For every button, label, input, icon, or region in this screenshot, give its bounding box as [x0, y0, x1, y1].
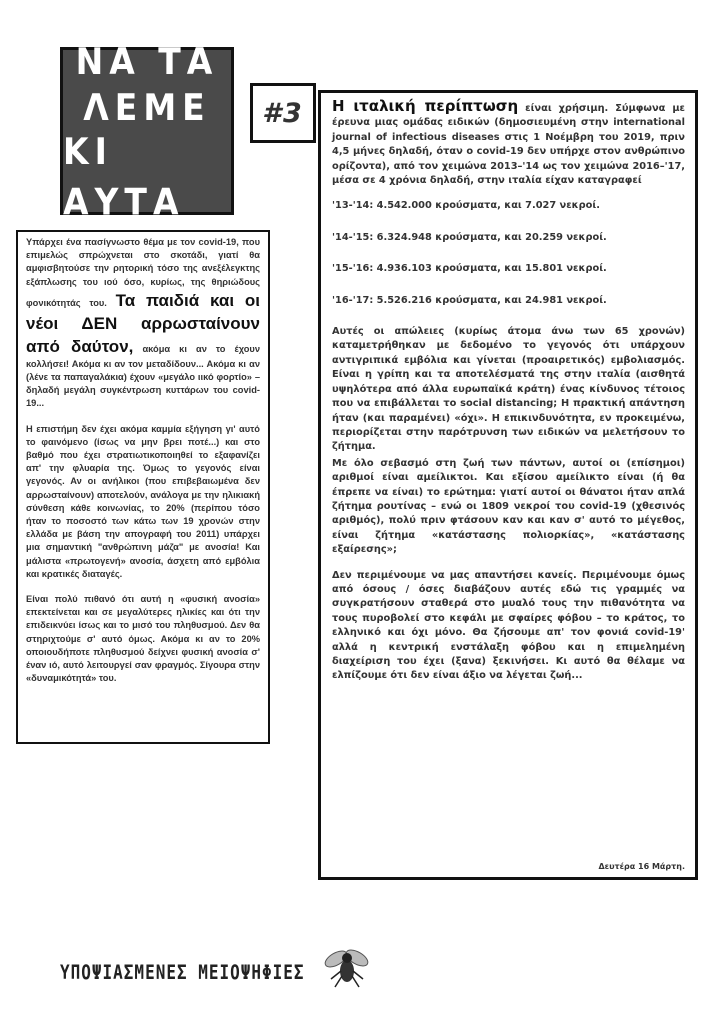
title-line-2: ΛΕΜΕ — [83, 86, 211, 129]
date-signature: Δευτέρα 16 Μάρτη. — [598, 862, 685, 871]
left-p1-intro: Υπάρχει ένα πασίγνωστο θέμα με τον covid-19, που επιμελώς σπρώχνεται στο σκοτάδι, γιατί θα αμφισβητούσε την ρητορική τόσο της ανεξέλεγκτης εξάπλωσης του ιού όσο, κυρίως, της θηριώδους φονικότητάς του. — [26, 237, 260, 308]
left-paragraph-3: Είναι πολύ πιθανό ότι αυτή η «φυσική ανοσία» επεκτείνεται και σε μεγαλύτερες ηλικίες και ότι την επιδεικνύει ίσως και το μισό του πληθυσμού. Δεν θα στηριχτούμε σ' αυτό όμως. Ακόμα κι αν το 20% οποιουδήποτε πληθυσμού δείχνει φυσική ανοσία σ' έναν ιό, αυτό λειτουργεί σαν φραγμός. Σίγουρα στην «δυναμικότητά» του. — [26, 594, 260, 684]
right-paragraph-3: Με όλο σεβασμό στη ζωή των πάντων, αυτοί οι (επίσημοι) αριθμοί είναι αμείλικτοι. Και εξίσου αμείλικτο είναι (ή θα έπρεπε να είναι) το ερώτημα: γιατί αυτοί οι θάνατοι ήταν απλά ζήτημα ρουτίνας – ενώ οι 1809 νεκροί του covid-19 (χθεσινός αριθμός), πολύ πριν φτάσουν καν και καν σ' αυτό το μέγεθος, είναι ζήτημα «κατάστασης πολιορκίας», «κατάστασης εξαίρεσης»; — [332, 457, 685, 556]
left-p1-rest: ακόμα κι αν το έχουν κολλήσει! Ακόμα κι αν τον μεταδίδουν... Ακόμα κι αν (λένε τα παπαγαλάκια) έχουν «μεγάλο ιικό φορτίο» – δηλαδή μεγάλη συγκέντρωση κυττάρων του covid-19... — [26, 343, 260, 409]
fly-icon — [322, 945, 372, 991]
title-block — [60, 40, 234, 224]
left-column — [16, 230, 270, 744]
footer-text: ΥΠΟΨΙΑΣΜΕΝΕΣ ΜΕΙΟΨΗΦΙΕΣ — [60, 961, 305, 984]
right-paragraph-4: Δεν περιμένουμε να μας απαντήσει κανείς. Περιμένουμε όμως από όσους / όσες διαβάζουν αυτές εδώ τις γραμμές να συγκρατήσουν σταθερά στο μυαλό τους την πιθανότητα να τους πυροβολεί στο κεφάλι με σφαίρες φόβου – το κράτος, το ελληνικό και όχι μόνο. Θα ζήσουμε απ' τον φονιά covid-19' αλλά η κεντρική ενστάλαξη φόβου και η επιμελημένη διαχείριση του έχει (ξανα) ξεκινήσει. Κι αυτό θα θέλαμε να ελπίζουμε ότι δεν είναι άξιο να λέγεται ζωή... — [332, 569, 685, 682]
title-line-3: ΚΙ ΑΥΤΑ — [63, 129, 185, 224]
left-p1-highlight: Τα παιδιά και οι νέοι ΔΕΝ αρρωσταίνουν από δαύτον, — [26, 290, 260, 356]
right-p1-body: είναι χρήσιμη. Σύμφωνα με έρευνα μιας ομάδας ειδικών (δημοσιευμένη στην international journal of infectious diseases στις 1 Νοέμβρη του 2019, πριν 4,5 μήνες δηλαδή, όταν ο covid-19 δεν υπήρχε στον ανθρώπινο ορίζοντα), από τον χειμώνα 2013–'14 ως τον χειμώνα 2016–'17, μέσα σε 4 χρόνια δηλαδή, στην ιταλία είχαν καταγραφεί — [332, 103, 685, 187]
stat-line: '14-'15: 6.324.948 κρούσματα, και 20.259 νεκροί. — [332, 231, 607, 243]
stat-line: '13-'14: 4.542.000 κρούσματα, και 7.027 νεκροί. — [332, 200, 600, 212]
right-lead: Η ιταλική περίπτωση — [332, 97, 519, 115]
left-paragraph-2: Η επιστήμη δεν έχει ακόμα καμμία εξήγηση γι' αυτό το φαινόμενο (ίσως να μην βρει ποτέ...) και στο βαθμό που έχει στρατιωτικοποιηθεί το εξαφανίζει απ' την φλυαρία της. Όμως το γεγονός είναι γεγονός. Αν οι ανήλικοι (που επιβεβαιωμένα δεν αρρωσταίνουν) αποτελούν, ανάλογα με την ηλικιακή σύνθεση κάθε κοινωνίας, το 20% (περίπου τόσο ήταν το ποσοστό των κάτω των 19 χρονών στην ελλάδα με βάση την απογραφή του 2011) υπάρχει μια σημαντική "ανθρώπινη μάζα" με ανοσία! Και μάλιστα «πρωτογενή» ανοσία, άσχετη από εμβόλια και κρατικές διαταγές. — [26, 423, 260, 579]
stat-line: '15-'16: 4.936.103 κρούσματα, και 15.801 νεκροί. — [332, 263, 607, 275]
issue-number: #3 — [262, 97, 304, 129]
left-paragraph-1 — [26, 236, 260, 411]
right-paragraph-1 — [332, 99, 685, 188]
title-line-1: ΝΑ ΤΑ — [75, 40, 219, 83]
issue-number-box — [250, 83, 316, 143]
right-column — [318, 90, 698, 880]
stat-line: '16-'17: 5.526.216 κρούσματα, και 24.981 νεκροί. — [332, 294, 607, 306]
right-paragraph-2: Αυτές οι απώλειες (κυρίως άτομα άνω των 65 χρονών) καταμετρήθηκαν με δεδομένο το γεγονός ότι υπάρχουν αντιγριπικά εμβόλια και γίνεται (προαιρετικός) εμβολιασμός. Είναι η γρίπη και τα αποτελέσματά της στην ιταλία (αισθητά υψηλότερα από άλλα ευρωπαϊκά κράτη) ένας κίνδυνος τέτοιος που να επιβάλλεται το social distancing; Η πρακτική απάντηση ήταν (και παραμένει) «όχι». Η επικινδυνότητα, εν προκειμένω, περιορίζεται στην παρότρυνση των ειδικών να μελετήσουν το ζήτημα. — [332, 326, 685, 453]
